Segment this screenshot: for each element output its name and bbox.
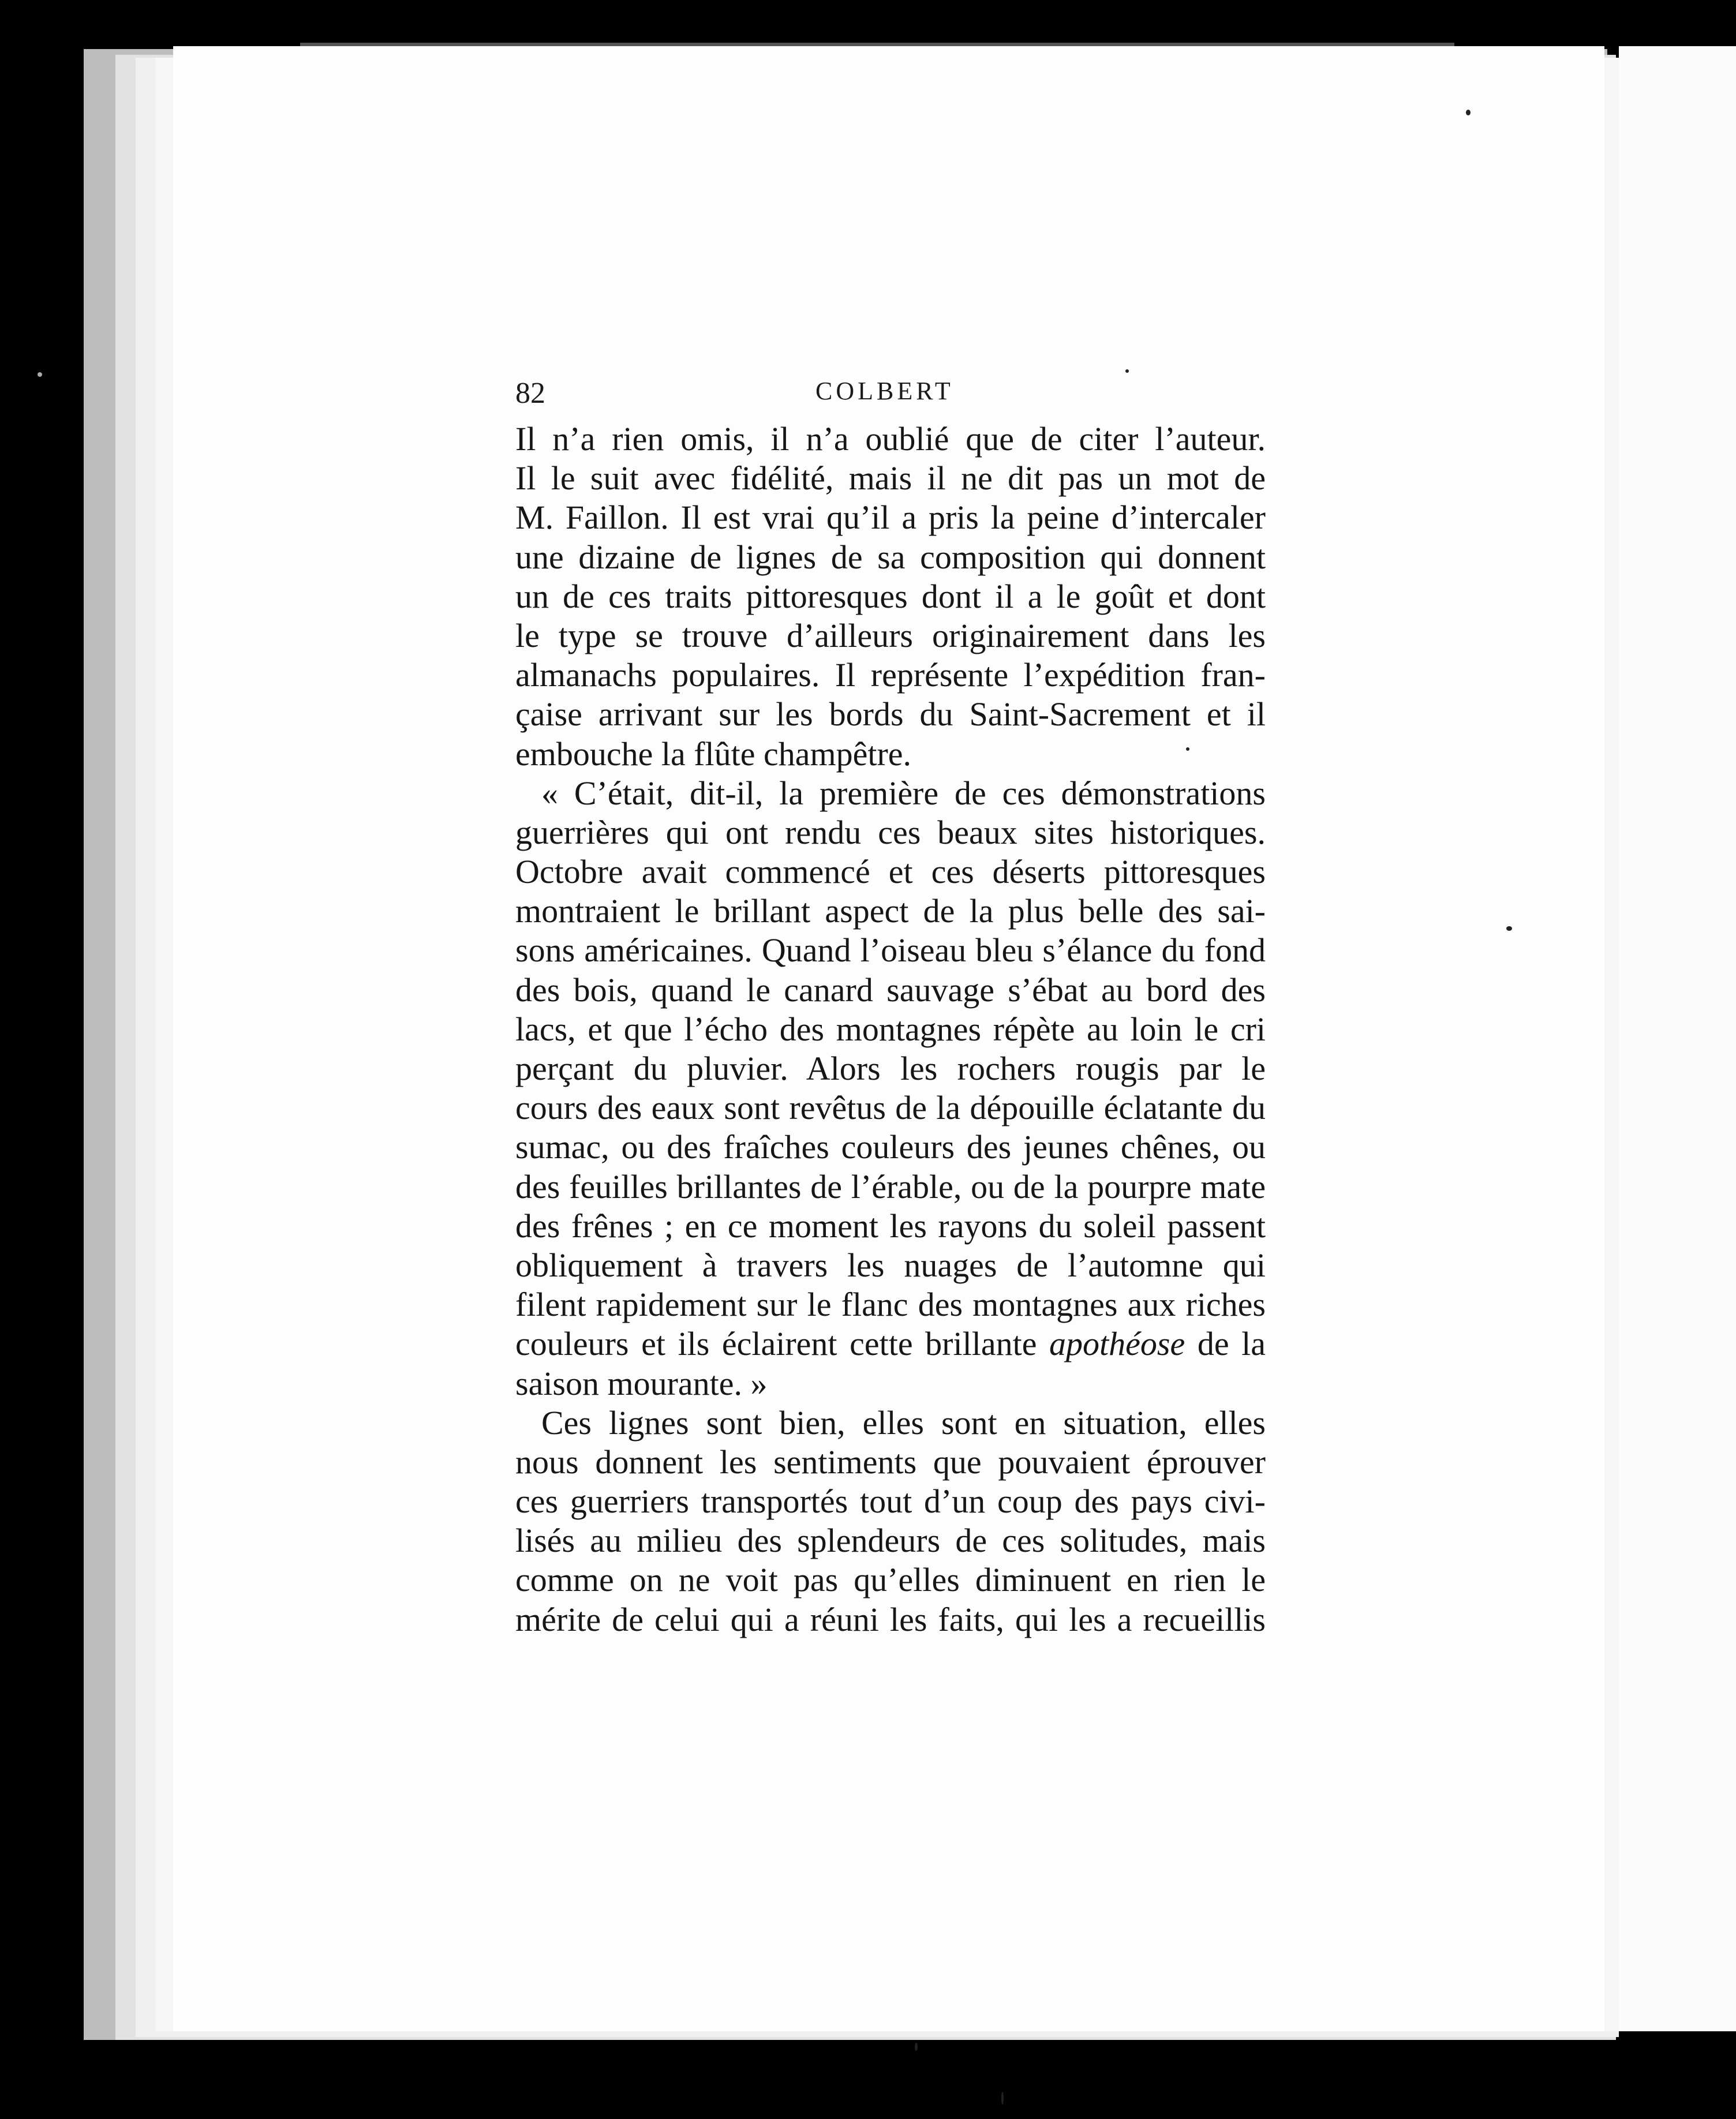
body-text xyxy=(515,420,1266,1639)
page-number: 82 xyxy=(515,377,545,410)
text-line: Octobre avait commencé et ces déserts pittoresques xyxy=(515,853,1266,891)
text-line: une dizaine de lignes de sa composition qui donnent xyxy=(515,538,1266,576)
text-line: des frênes ; en ce moment les rayons du soleil passent xyxy=(515,1207,1266,1245)
scan-speck xyxy=(1125,369,1129,373)
text-line: çaise arrivant sur les bords du Saint-Sacrement et il xyxy=(515,695,1266,733)
text-line xyxy=(515,1324,1266,1364)
text-line: filent rapidement sur le flanc des montagnes aux riches xyxy=(515,1286,1266,1324)
text-line: saison mourante. » xyxy=(515,1364,768,1402)
text-segment: couleurs et ils éclairent cette brillante xyxy=(515,1325,1037,1363)
text-line: lacs, et que l’écho des montagnes répète au loin le cri xyxy=(515,1010,1266,1048)
text-line: le type se trouve d’ailleurs originairement dans les xyxy=(515,616,1266,654)
text-segment: de la xyxy=(1197,1325,1266,1363)
scan-speck xyxy=(38,372,42,377)
scan-speck xyxy=(915,2043,918,2051)
text-line: guerrières qui ont rendu ces beaux sites historiques. xyxy=(515,813,1266,851)
text-line: Il le suit avec fidélité, mais il ne dit pas un mot de xyxy=(515,459,1266,497)
text-line: sumac, ou des fraîches couleurs des jeunes chênes, ou xyxy=(515,1128,1266,1166)
scan-speck xyxy=(1186,747,1189,751)
text-line: nous donnent les sentiments que pouvaient éprouver xyxy=(515,1443,1266,1481)
text-line: « C’était, dit-il, la première de ces démonstrations xyxy=(541,774,1266,812)
text-line: perçant du pluvier. Alors les rochers rougis par le xyxy=(515,1050,1266,1087)
text-line: Ces lignes sont bien, elles sont en situation, elles xyxy=(541,1403,1266,1442)
text-line: montraient le brillant aspect de la plus belle des sai- xyxy=(515,892,1266,930)
text-line: obliquement à travers les nuages de l’automne qui xyxy=(515,1246,1266,1284)
text-line: cours des eaux sont revêtus de la dépouille éclatante du xyxy=(515,1089,1266,1127)
text-line: embouche la flûte champêtre. xyxy=(515,735,912,773)
text-line: un de ces traits pittoresques dont il a le goût et dont xyxy=(515,577,1266,615)
text-line: des bois, quand le canard sauvage s’ébat au bord des xyxy=(515,971,1266,1009)
text-line: Il n’a rien omis, il n’a oublié que de citer l’auteur. xyxy=(515,420,1266,458)
text-line: des feuilles brillantes de l’érable, ou de la pourpre mate xyxy=(515,1167,1266,1205)
text-line: sons américaines. Quand l’oiseau bleu s’élance du fond xyxy=(515,931,1266,969)
italic-word: apothéose xyxy=(1049,1325,1185,1363)
page-header xyxy=(515,376,1266,417)
text-line: comme on ne voit pas qu’elles diminuent en rien le xyxy=(515,1561,1266,1599)
scan-speck xyxy=(1506,926,1512,931)
text-line: lisés au milieu des splendeurs de ces solitudes, mais xyxy=(515,1522,1266,1560)
text-line: M. Faillon. Il est vrai qu’il a pris la peine d’intercaler xyxy=(515,499,1266,537)
scan-speck xyxy=(1466,110,1471,115)
facing-page-edge xyxy=(1619,46,1736,2031)
scan-speck xyxy=(1001,2092,1004,2105)
running-title: COLBERT xyxy=(815,377,954,405)
text-line: ces guerriers transportés tout d’un coup des pays civi- xyxy=(515,1482,1266,1521)
text-line: mérite de celui qui a réuni les faits, qui les a recueillis xyxy=(515,1600,1266,1638)
text-line: almanachs populaires. Il représente l’expédition fran- xyxy=(515,656,1266,694)
